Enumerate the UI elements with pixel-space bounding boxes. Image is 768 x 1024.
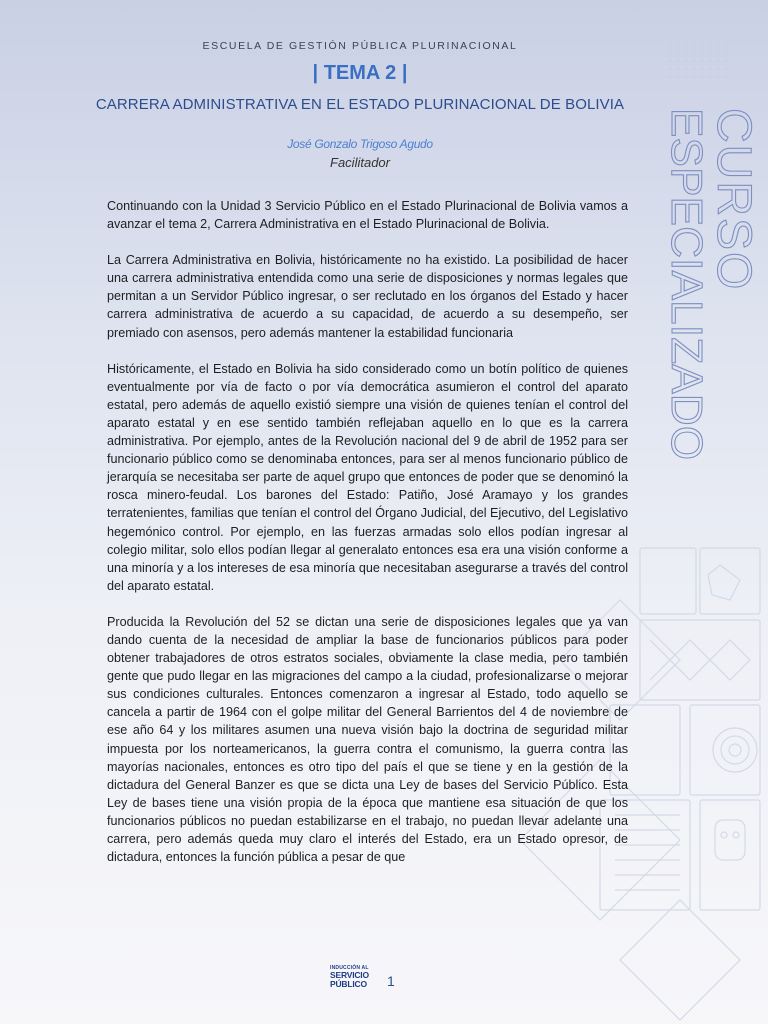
page-number: 1 xyxy=(387,973,395,989)
paragraph: Producida la Revolución del 52 se dictan una serie de disposiciones legales que ya van dando cuenta de la necesidad de ampliar la base de funcionarios públicos para poder obtener trabajadores de otros estratos sociales, obviamente la clase media, pero también gente que pudo llegar en las migraciones del campo a la ciudad, profesionalizarse o mejorar sus condiciones culturales. Entonces comenzaron a ingresar al Estado, todo aquello se cancela a partir de 1964 con el golpe militar del General Barrientos del 4 de noviembre de ese año 64 y los militares asumen una nueva visión bajo la doctrina de seguridad militar impuesta por los norteamericanos, la guerra contra el comunismo, la guerra contra las mayorías nacionales, entonces es otro tipo del país el que se tiene y en la gestión de la dictadura del General Banzer es que se dicta una Ley de bases del Servicio Público. Esta Ley de bases tiene una visión propia de la época que mantiene esa situación de que los funcionarios públicos no puedan estabilizarse en el trabajo, no puedan llevar adelante una carrera, pero además queda muy claro el interés del Estado, era un Estado opresor, de dictadura, entonces la función pública a pesar de que xyxy=(107,614,628,865)
author-name: José Gonzalo Trigoso Agudo xyxy=(287,137,433,151)
vertical-title-line2: ESPECIALIZADO xyxy=(662,108,711,461)
paragraph: La Carrera Administrativa en Bolivia, históricamente no ha existido. La posibilidad de hacer una carrera administrativa entendida como una serie de disposiciones y normas legales que permitan a un Servidor Público ingresar, o ser reclutado en los órganos del Estado y hacer carrera administrativa de acuerdo a su capacidad, de acuerdo a su desempeño, ser premiado con asensos, pero además mantener la estabilidad funcionaria xyxy=(107,253,628,340)
paragraph: Históricamente, el Estado en Bolivia ha sido considerado como un botín político de quienes eventualmente por vía de facto o por vía democrática asumieron el control del aparato estatal, pero además de aquello existió siempre una visión de quienes tenían el control del aparato estatal y en ese sentido también reflejaban aquello en lo que es la carrera administrativa. Por ejemplo, antes de la Revolución nacional del 9 de abril de 1952 para ser funcionario público como se denominaba entonces, para ser al menos funcionario público de jerarquía se necesitaba ser parte de aquel grupo que entonces de poder que se denominó la rosca minero-feudal. Los barones del Estado: Patiño, José Aramayo y los grandes terratenientes, familias que tenían el control del Órgano Judicial, del Ejecutivo, del Legislativo hegemónico control. Por ejemplo, en las fuerzas armadas solo ellos podían ingresar al colegio militar, solo ellos podían llegar al generalato entonces esa era una visión conforme a una minoría y a los intereses de esa minoría que necesitaban asegurarse a través del control del aparato estatal. xyxy=(107,361,628,593)
author-role: Facilitador xyxy=(330,155,390,170)
body-text xyxy=(107,197,628,884)
logo-line3: PÚBLICO xyxy=(330,978,367,989)
page-title: CARRERA ADMINISTRATIVA EN EL ESTADO PLURINACIONAL DE BOLIVIA xyxy=(95,96,625,113)
footer-logo xyxy=(330,966,374,988)
vertical-title-line1: CURSO xyxy=(707,108,760,292)
logo-line2: SERVICIO xyxy=(330,970,369,980)
paragraph: Continuando con la Unidad 3 Servicio Público en el Estado Plurinacional de Bolivia vamos a avanzar el tema 2, Carrera Administrativa en el Estado Plurinacional de Bolivia. xyxy=(107,199,628,232)
topic-number: | TEMA 2 | xyxy=(312,62,408,84)
school-name: ESCUELA DE GESTIÓN PÚBLICA PLURINACIONAL xyxy=(202,40,518,52)
logo-line1: INDUCCIÓN AL xyxy=(330,965,369,971)
